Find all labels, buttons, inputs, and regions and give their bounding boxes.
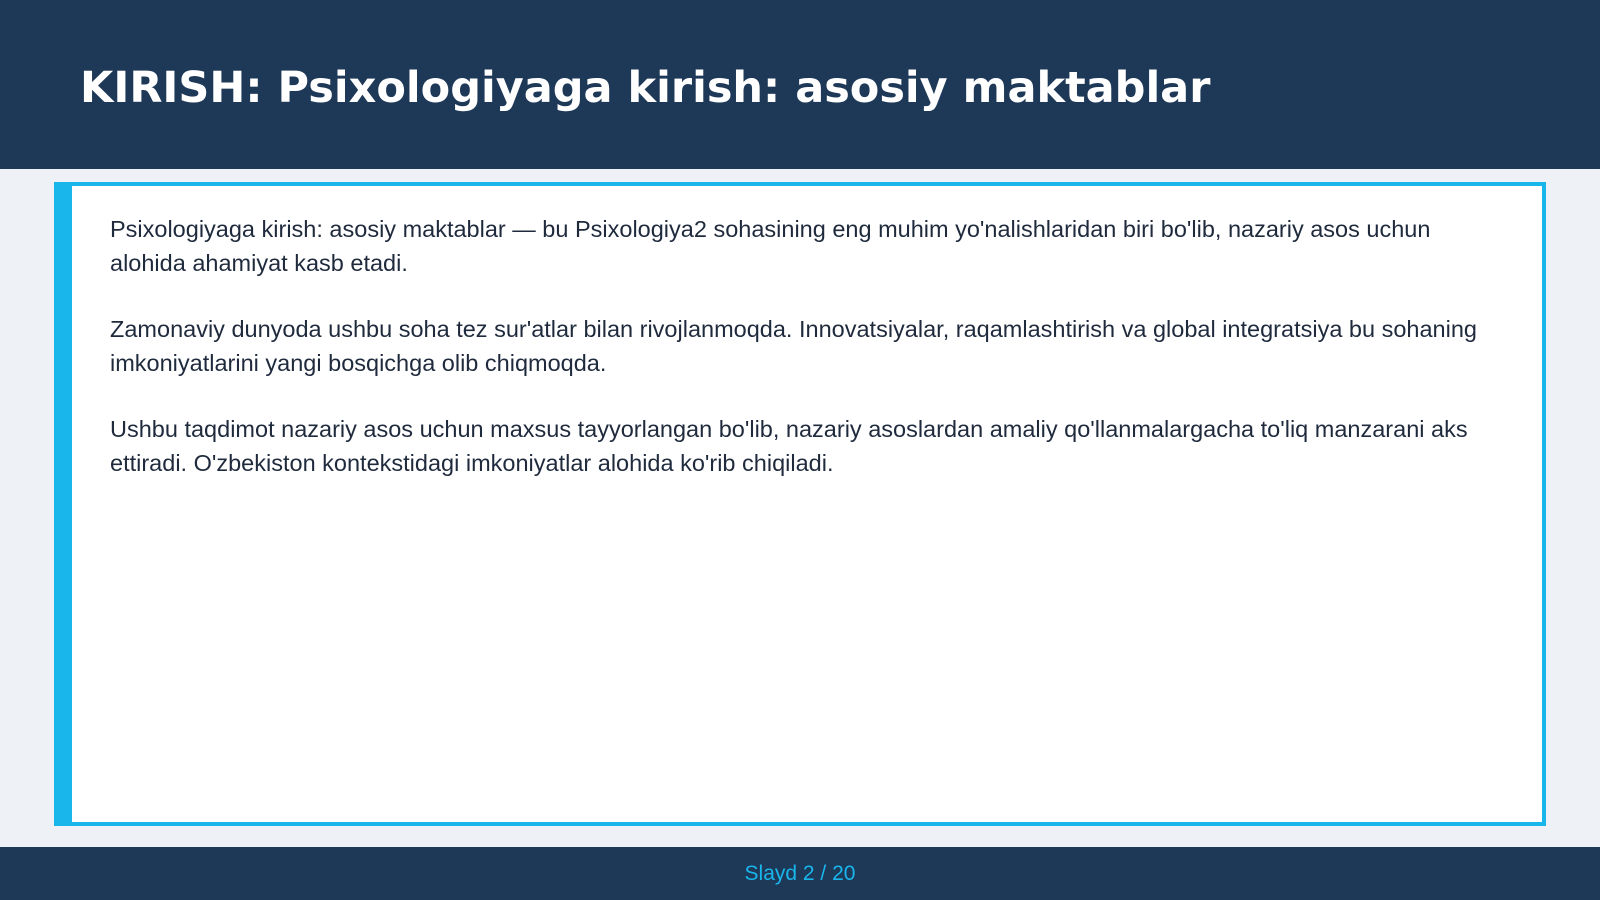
slide-header [0,0,1600,169]
slide-title: KIRISH: Psixologiyaga kirish: asosiy maktablar [80,63,1211,113]
paragraph-intro: Psixologiyaga kirish: asosiy maktablar — bu Psixologiya2 sohasining eng muhim yo'nalishlaridan biri bo'lib, nazariy asos uchun alohida ahamiyat kasb etadi. [110,216,1431,276]
content-panel [54,182,1546,826]
slide-counter: Slayd 2 / 20 [744,862,856,885]
content-body [110,212,1510,512]
paragraph-presentation-scope: Ushbu taqdimot nazariy asos uchun maxsus tayyorlangan bo'lib, nazariy asoslardan amaliy qo'llanmalargacha to'liq manzarani aks ettiradi. O'zbekiston kontekstidagi imkoniyatlar alohida ko'rib chiqiladi. [110,416,1468,476]
slide-footer [0,847,1600,900]
paragraph-modern-world: Zamonaviy dunyoda ushbu soha tez sur'atlar bilan rivojlanmoqda. Innovatsiyalar, raqamlashtirish va global integratsiya bu sohaning imkoniyatlarini yangi bosqichga olib chiqmoqda. [110,316,1477,376]
